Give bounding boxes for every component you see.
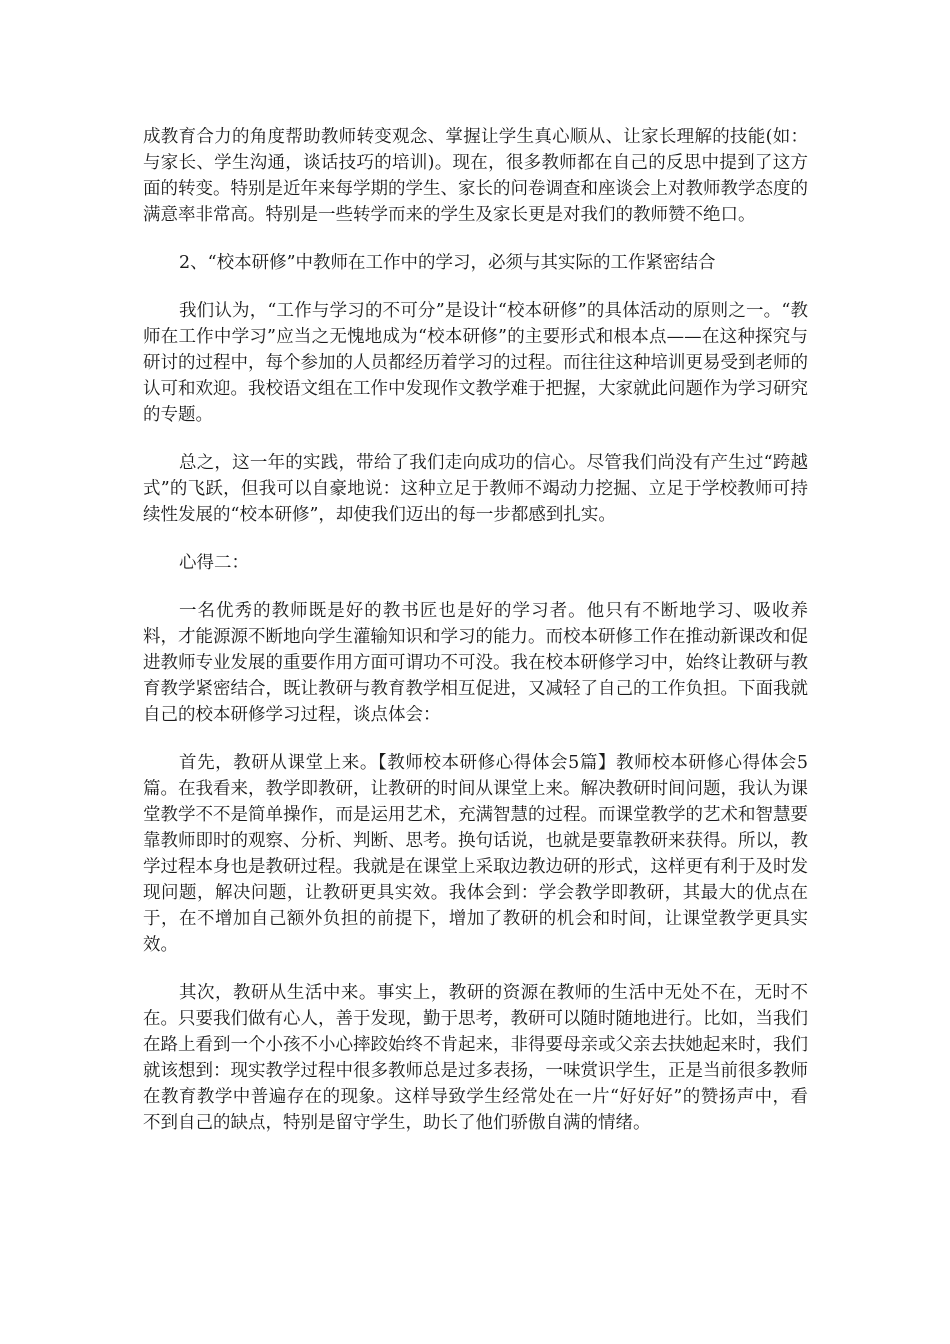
paragraph-continuation: 成教育合力的角度帮助教师转变观念、掌握让学生真心顺从、让家长理解的技能(如：与家长、学生沟通，谈话技巧的培训)。现在，很多教师都在自己的反思中提到了这方面的转变。特别是近年来每学期的学生、家长的问卷调查和座谈会上对教师教学态度的满意率非常高。特别是一些转学而来的学生及家长更是对我们的教师赞不绝口。 <box>143 127 808 225</box>
paragraph: 一名优秀的教师既是好的教书匠也是好的学习者。他只有不断地学习、吸收养料，才能源源不断地向学生灌输知识和学习的能力。而校本研修工作在推动新课改和促进教师专业发展的重要作用方面可谓功不可没。我在校本研修学习中，始终让教研与教育教学紧密结合，既让教研与教育教学相互促进，又减轻了自己的工作负担。下面我就自己的校本研修学习过程，谈点体会： <box>143 601 808 725</box>
section-heading: 2、“校本研修”中教师在工作中的学习，必须与其实际的工作紧密结合 <box>179 253 716 273</box>
paragraph: 我们认为，“工作与学习的不可分”是设计“校本研修”的具体活动的原则之一。“教师在工作中学习”应当之无愧地成为“校本研修”的主要形式和根本点——在这种探究与研讨的过程中，每个参加的人员都经历着学习的过程。而往往这种培训更易受到老师的认可和欢迎。我校语文组在工作中发现作文教学难于把握，大家就此问题作为学习研究的专题。 <box>143 301 808 425</box>
paragraph: 总之，这一年的实践，带给了我们走向成功的信心。尽管我们尚没有产生过“跨越式”的飞跃，但我可以自豪地说：这种立足于教师不竭动力挖掘、立足于学校教师可持续性发展的“校本研修”，却使我们迈出的每一步都感到扎实。 <box>143 453 808 525</box>
paragraph: 其次，教研从生活中来。事实上，教研的资源在教师的生活中无处不在，无时不在。只要我们做有心人，善于发现，勤于思考，教研可以随时随地进行。比如，当我们在路上看到一个小孩不小心摔跤始终不肯起来，非得要母亲或父亲去扶她起来时，我们就该想到：现实教学过程中很多教师总是过多表扬，一味赏识学生，正是当前很多教师在教育教学中普遍存在的现象。这样导致学生经常处在一片“好好好”的赞扬声中，看不到自己的缺点，特别是留守学生，助长了他们骄傲自满的情绪。 <box>143 983 808 1133</box>
document-body <box>143 124 808 1158</box>
paragraph: 首先，教研从课堂上来。【教师校本研修心得体会5篇】教师校本研修心得体会5篇。在我看来，教学即教研，让教研的时间从课堂上来。解决教研时间问题，我认为课堂教学不不是简单操作，而是运用艺术，充满智慧的过程。而课堂教学的艺术和智慧要靠教师即时的观察、分析、判断、思考。换句话说，也就是要靠教研来获得。所以，教学过程本身也是教研过程。我就是在课堂上采取边教边研的形式，这样更有利于及时发现问题，解决问题，让教研更具实效。我体会到：学会教学即教研，其最大的优点在于，在不增加自己额外负担的前提下，增加了教研的机会和时间，让课堂教学更具实效。 <box>143 753 808 955</box>
subheading-xinde-er: 心得二： <box>179 553 249 573</box>
